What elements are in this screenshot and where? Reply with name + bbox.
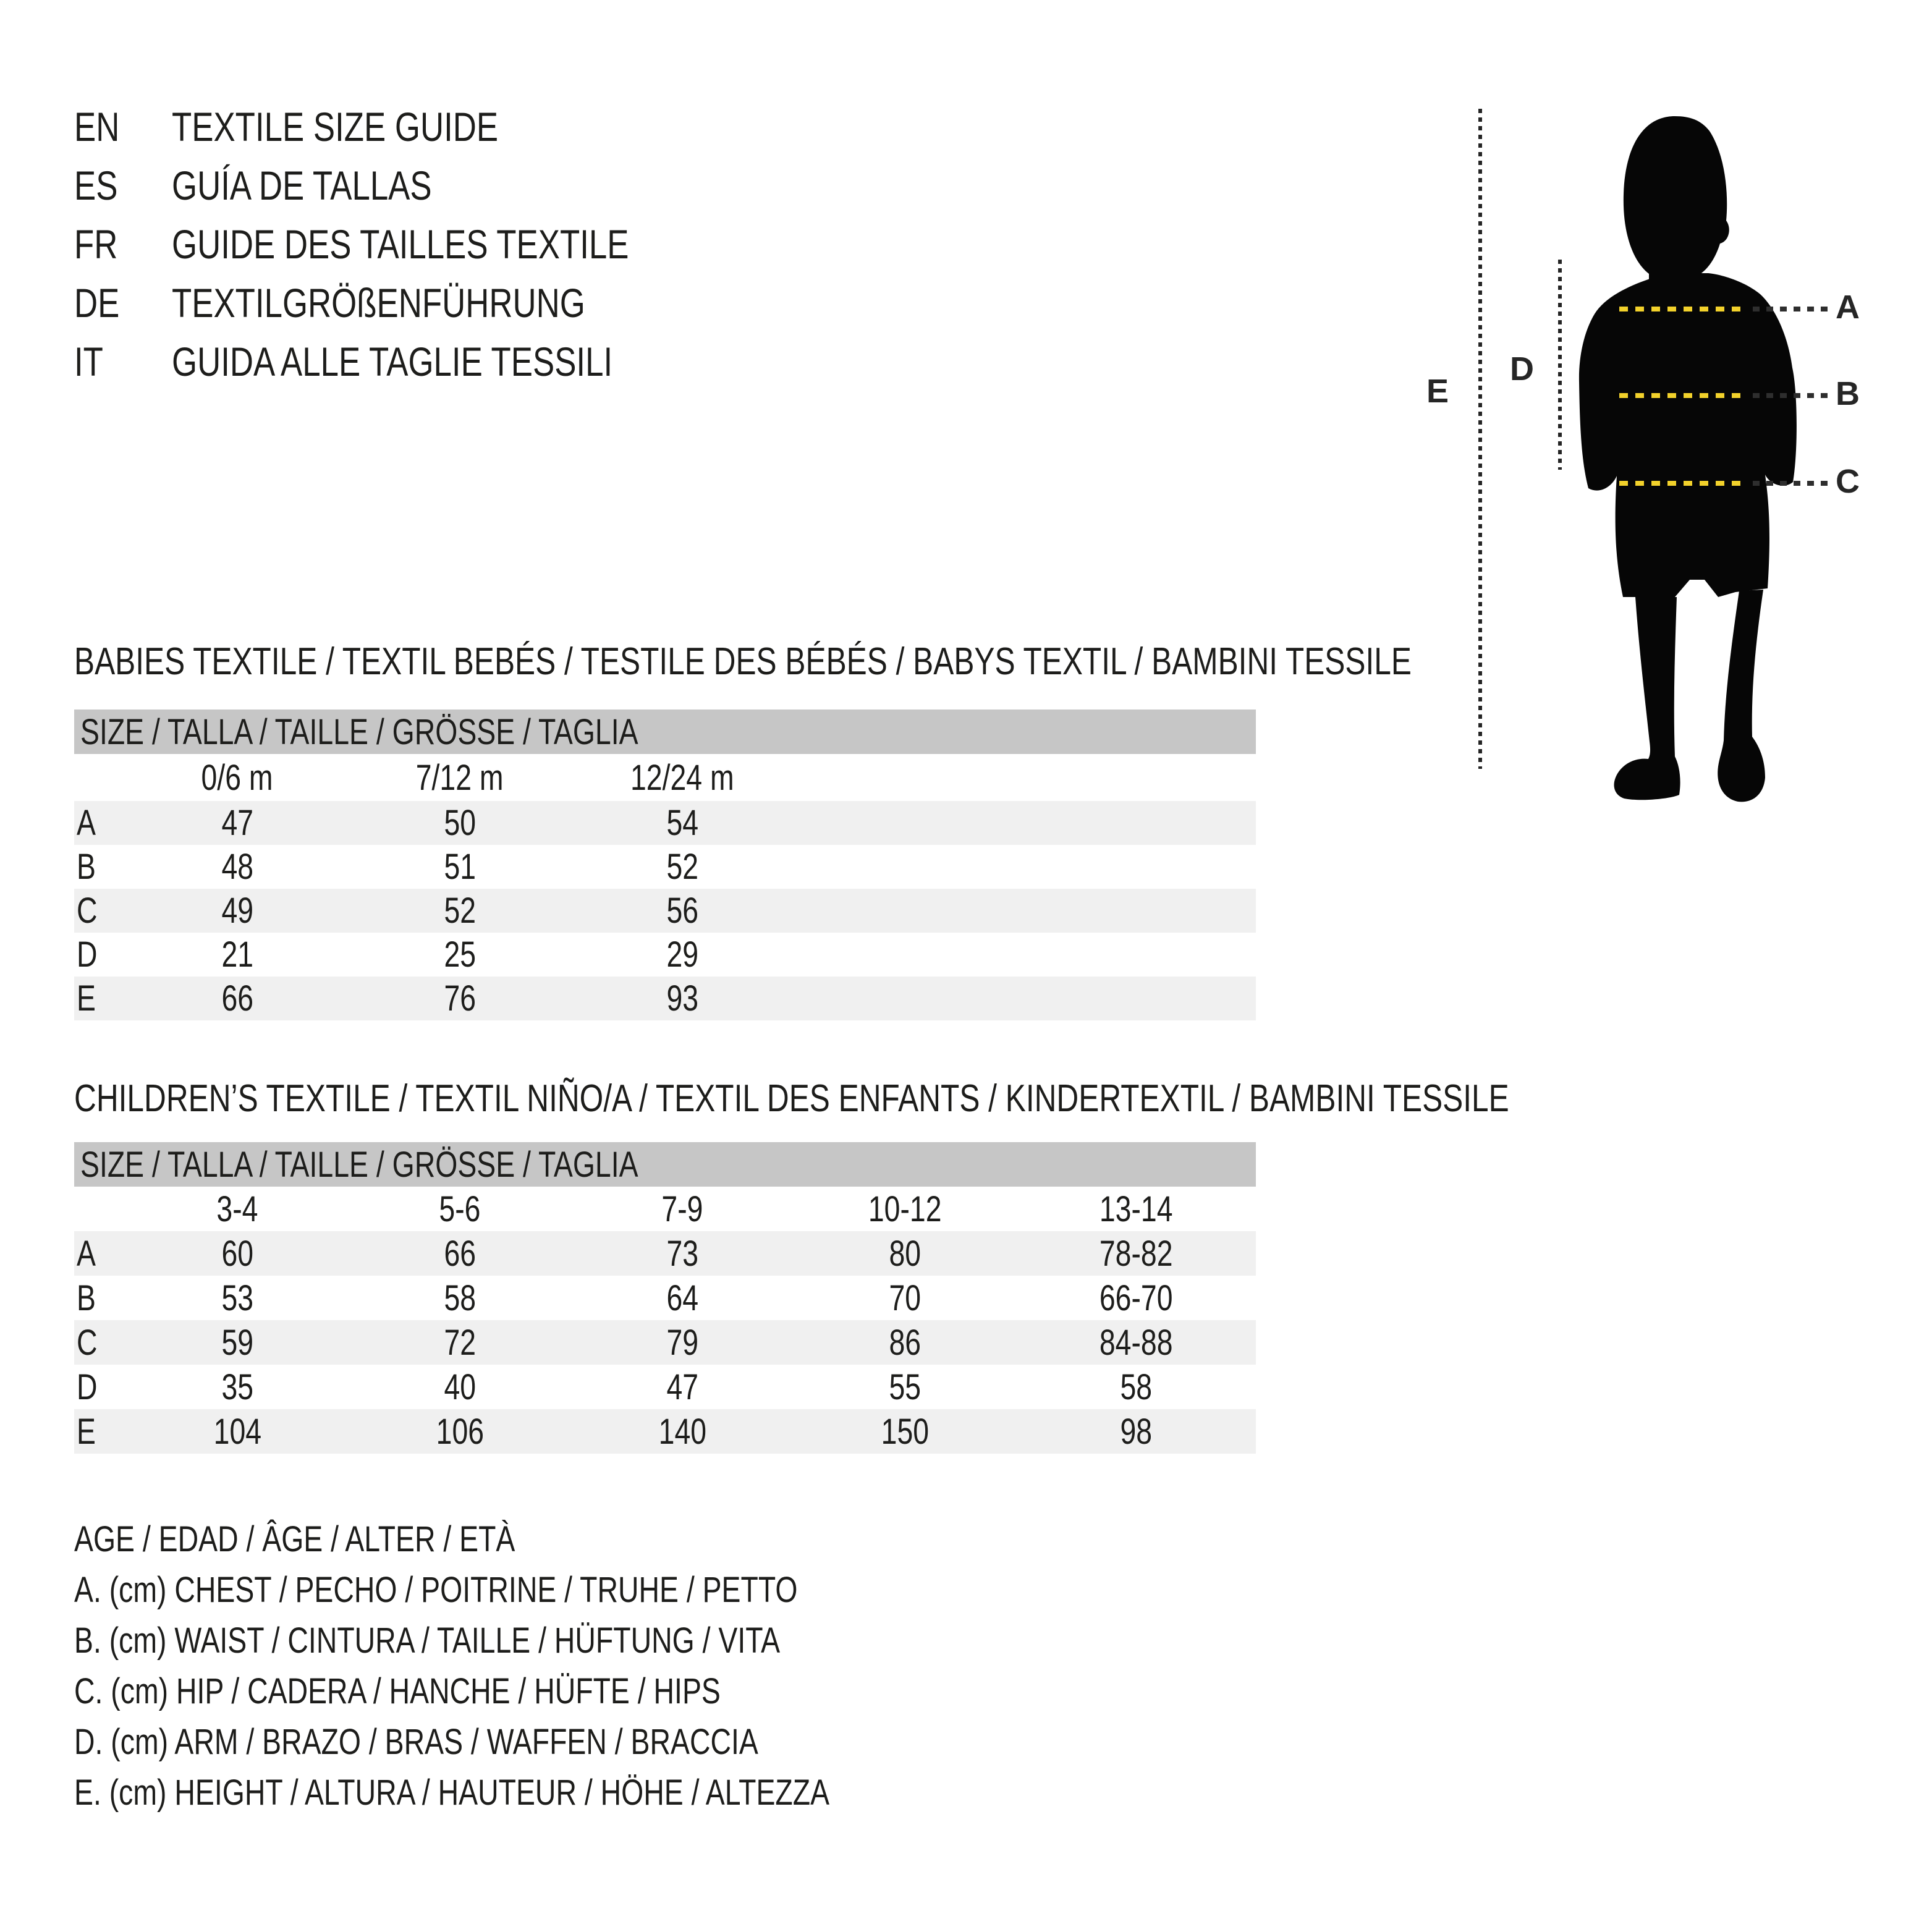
cell: 52	[666, 847, 698, 887]
cell: 66-70	[1099, 1277, 1173, 1318]
column-header: 7/12 m	[416, 757, 504, 798]
legend-line-age: AGE / EDAD / ÂGE / ALTER / ETÀ	[74, 1519, 515, 1559]
cell: 76	[444, 978, 476, 1019]
column-header: 12/24 m	[630, 757, 734, 798]
column-header: 7-9	[661, 1188, 703, 1229]
row-label: D	[77, 1366, 98, 1407]
cell: 55	[889, 1366, 921, 1407]
cell: 52	[444, 891, 476, 931]
cell: 93	[666, 978, 698, 1019]
cell: 66	[221, 978, 253, 1019]
table-row	[74, 1276, 1256, 1320]
row-label: E	[77, 1411, 96, 1452]
waist-dash-dark	[1753, 393, 1829, 398]
lang-code: ES	[74, 163, 118, 208]
cell: 35	[221, 1366, 253, 1407]
legend-line-arm: D. (cm) ARM / BRAZO / BRAS / WAFFEN / BRACCIA	[74, 1721, 758, 1762]
hip-dash-yellow	[1619, 481, 1746, 486]
hip-label: C	[1836, 463, 1860, 500]
column-header: 13-14	[1099, 1188, 1173, 1229]
cell: 80	[889, 1233, 921, 1274]
cell: 48	[221, 847, 253, 887]
cell: 73	[666, 1233, 698, 1274]
children-section-title: CHILDREN’S TEXTILE / TEXTIL NIÑO/A / TEXTIL DES ENFANTS / KINDERTEXTIL / BAMBINI TESSILE	[74, 1077, 1509, 1120]
cell: 84-88	[1099, 1322, 1173, 1363]
row-label: E	[77, 978, 96, 1019]
chest-dash-yellow	[1619, 307, 1746, 311]
waist-label: B	[1836, 375, 1860, 412]
cell: 47	[221, 803, 253, 843]
table-row	[74, 1320, 1256, 1365]
row-label: B	[77, 1277, 96, 1318]
cell: 140	[658, 1411, 706, 1452]
cell: 54	[666, 803, 698, 843]
cell: 40	[444, 1366, 476, 1407]
cell: 64	[666, 1277, 698, 1318]
cell: 56	[666, 891, 698, 931]
cell: 60	[221, 1233, 253, 1274]
babies-table-header-band: SIZE / TALLA / TAILLE / GRÖSSE / TAGLIA	[74, 710, 1256, 754]
legend-line-chest: A. (cm) CHEST / PECHO / POITRINE / TRUHE / PETTO	[74, 1569, 798, 1610]
table-row	[74, 977, 1256, 1020]
lang-code: EN	[74, 104, 120, 150]
babies-column-header-row	[74, 754, 1256, 801]
height-label: E	[1426, 373, 1449, 410]
legend-line-hip: C. (cm) HIP / CADERA / HANCHE / HÜFTE / HIPS	[74, 1671, 721, 1711]
row-label: B	[77, 847, 96, 887]
column-header: 0/6 m	[201, 757, 274, 798]
lang-code: FR	[74, 221, 118, 267]
cell: 51	[444, 847, 476, 887]
chest-label: A	[1836, 289, 1860, 326]
arm-dotted-line	[1558, 260, 1562, 470]
lang-title: TEXTILE SIZE GUIDE	[172, 104, 499, 150]
cell: 70	[889, 1277, 921, 1318]
lang-title: GUIDA ALLE TAGLIE TESSILI	[172, 339, 613, 384]
row-label: C	[77, 1322, 98, 1363]
children-column-header-row	[74, 1187, 1256, 1231]
column-header: 10-12	[868, 1188, 942, 1229]
table-row	[74, 801, 1256, 845]
column-header: 5-6	[439, 1188, 481, 1229]
lang-code: IT	[74, 339, 103, 384]
cell: 58	[444, 1277, 476, 1318]
babies-section-title: BABIES TEXTILE / TEXTIL BEBÉS / TESTILE DES BÉBÉS / BABYS TEXTIL / BAMBINI TESSILE	[74, 640, 1412, 683]
child-silhouette-image	[1576, 99, 1885, 810]
lang-title: TEXTILGRÖßENFÜHRUNG	[172, 280, 585, 326]
cell: 59	[221, 1322, 253, 1363]
cell: 66	[444, 1233, 476, 1274]
legend-line-height: E. (cm) HEIGHT / ALTURA / HAUTEUR / HÖHE / ALTEZZA	[74, 1772, 830, 1813]
hip-dash-dark	[1753, 481, 1829, 486]
lang-title: GUIDE DES TAILLES TEXTILE	[172, 221, 629, 267]
table-row	[74, 1409, 1256, 1454]
cell: 86	[889, 1322, 921, 1363]
cell: 58	[1120, 1366, 1152, 1407]
cell: 104	[213, 1411, 261, 1452]
cell: 78-82	[1099, 1233, 1173, 1274]
column-header: 3-4	[216, 1188, 258, 1229]
children-table-header-band: SIZE / TALLA / TAILLE / GRÖSSE / TAGLIA	[74, 1142, 1256, 1187]
table-row	[74, 889, 1256, 933]
row-label: A	[77, 1233, 96, 1274]
silhouette-head	[1624, 116, 1729, 288]
row-label: C	[77, 891, 98, 931]
cell: 50	[444, 803, 476, 843]
cell: 47	[666, 1366, 698, 1407]
chest-dash-dark	[1753, 307, 1829, 311]
cell: 150	[881, 1411, 929, 1452]
lang-title: GUÍA DE TALLAS	[172, 163, 432, 208]
arm-label: D	[1510, 350, 1534, 388]
cell: 53	[221, 1277, 253, 1318]
row-label: A	[77, 803, 96, 843]
lang-code: DE	[74, 280, 120, 326]
waist-dash-yellow	[1619, 393, 1746, 398]
legend-line-waist: B. (cm) WAIST / CINTURA / TAILLE / HÜFTUNG / VITA	[74, 1620, 781, 1661]
row-label: D	[77, 934, 98, 975]
silhouette-right-leg	[1718, 590, 1765, 802]
table-row	[74, 845, 1256, 889]
table-row	[74, 933, 1256, 977]
cell: 21	[221, 934, 253, 975]
cell: 29	[666, 934, 698, 975]
cell: 72	[444, 1322, 476, 1363]
table-row	[74, 1231, 1256, 1276]
silhouette-torso	[1579, 273, 1797, 597]
silhouette-left-leg	[1614, 597, 1680, 800]
cell: 98	[1120, 1411, 1152, 1452]
cell: 49	[221, 891, 253, 931]
cell: 106	[436, 1411, 484, 1452]
cell: 79	[666, 1322, 698, 1363]
cell: 25	[444, 934, 476, 975]
table-row	[74, 1365, 1256, 1409]
